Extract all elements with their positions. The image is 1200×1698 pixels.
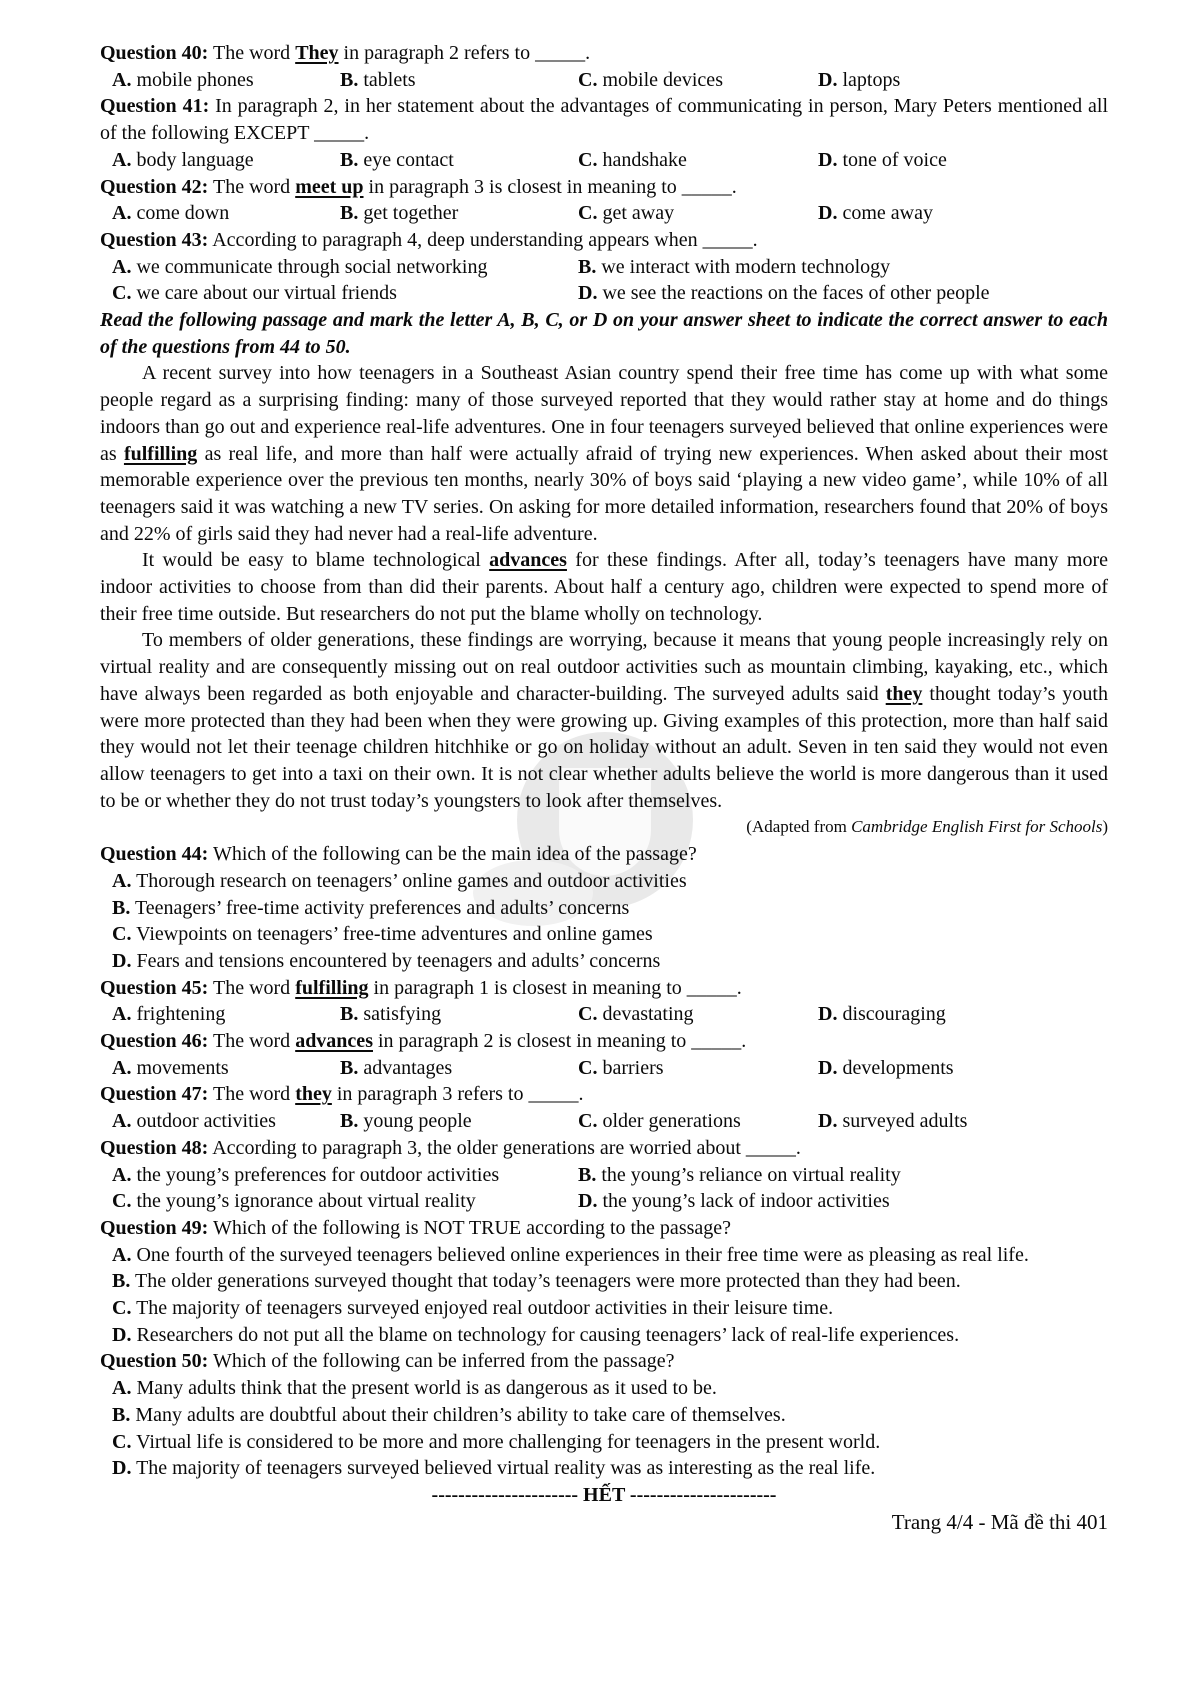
- option-a: A. Many adults think that the present world is as dangerous as it used to be.: [112, 1377, 717, 1400]
- option-letter: C.: [578, 68, 598, 91]
- option-letter: A.: [112, 1110, 132, 1133]
- option-d: D. surveyed adults: [818, 1110, 968, 1133]
- option-b: B. Teenagers’ free-time activity preferences and adults’ concerns: [112, 896, 630, 919]
- question-50-stem: [100, 1348, 1108, 1375]
- end-marker: ---------------------- HẾT ----------------------: [431, 1483, 777, 1506]
- option-a: A. movements: [112, 1056, 229, 1079]
- question-number-label: Question 41:: [100, 95, 210, 118]
- option-b: B. advantages: [340, 1056, 453, 1079]
- question-47-stem: [100, 1081, 1108, 1108]
- option-letter: C.: [112, 282, 132, 305]
- option-letter: D.: [112, 1457, 132, 1480]
- answer-options: [100, 254, 1108, 307]
- option-letter: B.: [340, 1056, 359, 1079]
- question-number-label: Question 44:: [100, 843, 209, 866]
- option-b: B. young people: [340, 1110, 472, 1133]
- option-c: C. mobile devices: [578, 68, 723, 91]
- question-number-label: Question 49:: [100, 1216, 209, 1239]
- option-letter: C.: [578, 148, 598, 171]
- question-44-stem: [100, 841, 1108, 868]
- question-number-label: Question 50:: [100, 1350, 209, 1373]
- text-segment: ): [1102, 817, 1108, 837]
- question-41-stem: [100, 93, 1108, 146]
- option-c: C. older generations: [578, 1110, 741, 1133]
- text-segment: The word: [208, 1030, 296, 1053]
- option-letter: B.: [340, 1003, 359, 1026]
- option-c: C. The majority of teenagers surveyed enjoyed real outdoor activities in their leisure time.: [112, 1297, 834, 1320]
- answer-options: [100, 67, 1108, 94]
- option-a: A. body language: [112, 148, 254, 171]
- option-letter: B.: [340, 68, 359, 91]
- text-segment: Which of the following can be inferred from the passage?: [208, 1350, 675, 1373]
- page-footer: Trang 4/4 - Mã đề thi 401: [891, 1509, 1108, 1534]
- option-letter: B.: [112, 896, 131, 919]
- text-segment: To members of older generations, these findings are worrying, because it means that young people increasingly rely on virtual reality and are consequently missing out on real outdoor activities such as mountain climbing, kayaking, etc., which have always been regarded as both enjoyable and character-building. The surveyed adults said: [100, 629, 1108, 705]
- question-number-label: Question 42:: [100, 175, 209, 198]
- answer-options: [100, 1108, 1108, 1135]
- option-letter: A.: [112, 1056, 132, 1079]
- answer-options: [100, 1162, 1108, 1215]
- passage-paragraph: [100, 360, 1108, 547]
- option-letter: D.: [112, 949, 132, 972]
- option-letter: B.: [340, 202, 359, 225]
- text-segment: in paragraph 3 is closest in meaning to _____.: [363, 175, 737, 198]
- option-letter: D.: [578, 1190, 598, 1213]
- option-b: B. Many adults are doubtful about their children’s ability to take care of themselves.: [112, 1403, 786, 1426]
- question-43-stem: [100, 227, 1108, 254]
- option-d: D. discouraging: [818, 1003, 946, 1026]
- text-segment: Which of the following is NOT TRUE according to the passage?: [208, 1216, 732, 1239]
- answer-options: [100, 200, 1108, 227]
- answer-options: [100, 1375, 1108, 1482]
- option-letter: A.: [112, 869, 132, 892]
- option-d: D. we see the reactions on the faces of other people: [578, 282, 990, 305]
- option-letter: B.: [112, 1270, 131, 1293]
- option-letter: C.: [578, 1110, 598, 1133]
- option-letter: C.: [112, 923, 132, 946]
- key-term: They: [295, 42, 339, 64]
- text-segment: as real life, and more than half were actually afraid of trying new experiences. When asked about their most memorable experience over the previous ten months, nearly 30% of boys said ‘playing a new video game’, while 10% of all teenagers said it was watching a new TV series. On asking for more detailed information, researchers found that 20% of boys and 22% of girls said they had never had a real-life adventure.: [100, 442, 1108, 545]
- text-segment: for these findings. After all, today’s teenagers have many more indoor activities to choose from than did their parents. About half a century ago, children were expected to spend more of their free time outside. But researchers do not put the blame wholly on technology.: [100, 549, 1108, 625]
- key-term: advances: [489, 549, 567, 572]
- option-letter: D.: [818, 1003, 838, 1026]
- question-number-label: Question 40:: [100, 42, 209, 64]
- option-letter: D.: [818, 1056, 838, 1079]
- question-49-stem: [100, 1215, 1108, 1242]
- text-segment: The word: [208, 175, 296, 198]
- option-d: D. the young’s lack of indoor activities: [578, 1190, 890, 1213]
- answer-options: [100, 147, 1108, 174]
- option-letter: C.: [112, 1430, 132, 1453]
- option-d: D. laptops: [818, 68, 901, 91]
- answer-options: [100, 1242, 1108, 1349]
- text-segment: in paragraph 2 refers to _____.: [338, 42, 591, 64]
- passage-paragraph: [100, 547, 1108, 627]
- text-segment: in paragraph 1 is closest in meaning to _____.: [368, 976, 742, 999]
- option-letter: A.: [112, 68, 132, 91]
- text-segment: The word: [208, 1083, 296, 1106]
- question-42-stem: [100, 174, 1108, 201]
- option-letter: B.: [340, 148, 359, 171]
- option-d: D. Fears and tensions encountered by teenagers and adults’ concerns: [112, 949, 661, 972]
- question-46-stem: [100, 1028, 1108, 1055]
- option-letter: A.: [112, 1377, 132, 1400]
- option-c: C. devastating: [578, 1003, 694, 1026]
- text-segment: According to paragraph 4, deep understanding appears when _____.: [208, 228, 758, 251]
- option-letter: B.: [340, 1110, 359, 1133]
- option-letter: C.: [578, 202, 598, 225]
- option-a: A. frightening: [112, 1003, 226, 1026]
- option-letter: A.: [112, 1163, 132, 1186]
- key-term: they: [885, 682, 923, 705]
- option-letter: B.: [112, 1403, 131, 1426]
- option-letter: A.: [112, 255, 132, 278]
- text-segment: in paragraph 3 refers to _____.: [331, 1083, 584, 1106]
- option-d: D. The majority of teenagers surveyed believed virtual reality was as interesting as the real life.: [112, 1457, 876, 1480]
- option-letter: D.: [818, 1110, 838, 1133]
- option-a: A. Thorough research on teenagers’ online games and outdoor activities: [112, 869, 687, 892]
- source-attribution: [100, 814, 1108, 841]
- option-letter: B.: [578, 1163, 597, 1186]
- option-letter: C.: [112, 1297, 132, 1320]
- text-segment: in paragraph 2 is closest in meaning to _____.: [372, 1030, 747, 1053]
- text-segment: The word: [208, 42, 296, 64]
- text-segment: Cambridge English First for Schools: [851, 817, 1103, 837]
- option-c: C. handshake: [578, 148, 687, 171]
- key-term: meet up: [295, 175, 364, 198]
- option-letter: A.: [112, 202, 132, 225]
- text-segment: Which of the following can be the main idea of the passage?: [208, 843, 697, 866]
- key-term: fulfilling: [295, 976, 369, 999]
- option-letter: D.: [578, 282, 598, 305]
- key-term: fulfilling: [123, 442, 198, 465]
- answer-options: [100, 1055, 1108, 1082]
- option-b: B. the young’s reliance on virtual reality: [578, 1163, 901, 1186]
- text-segment: It would be easy to blame technological: [142, 549, 490, 572]
- text-segment: The word: [208, 976, 296, 999]
- option-a: A. come down: [112, 202, 230, 225]
- option-a: A. One fourth of the surveyed teenagers believed online experiences in their free time were as pleasing as real life.: [112, 1243, 1029, 1266]
- option-d: D. Researchers do not put all the blame on technology for causing teenagers’ lack of real-life experiences.: [112, 1323, 960, 1346]
- option-a: A. we communicate through social networking: [112, 255, 488, 278]
- option-d: D. developments: [818, 1056, 954, 1079]
- option-a: A. the young’s preferences for outdoor activities: [112, 1163, 500, 1186]
- option-letter: A.: [112, 1003, 132, 1026]
- question-number-label: Question 48:: [100, 1136, 209, 1159]
- section-instruction: [100, 307, 1108, 360]
- option-letter: C.: [578, 1003, 598, 1026]
- option-letter: A.: [112, 1243, 132, 1266]
- option-c: C. get away: [578, 202, 675, 225]
- key-term: they: [295, 1083, 332, 1106]
- option-d: D. come away: [818, 202, 933, 225]
- text-segment: (Adapted from: [746, 817, 852, 837]
- option-letter: D.: [818, 202, 838, 225]
- answer-options: [100, 868, 1108, 975]
- document-content: [100, 40, 1108, 1535]
- option-letter: D.: [818, 148, 838, 171]
- passage-paragraph: [100, 627, 1108, 814]
- text-segment: According to paragraph 3, the older generations are worried about _____.: [208, 1136, 801, 1159]
- text-segment: In paragraph 2, in her statement about the advantages of communicating in person, Mary Peters mentioned all of the following EXCEPT _____.: [100, 95, 1108, 145]
- option-b: B. satisfying: [340, 1003, 442, 1026]
- option-letter: B.: [578, 255, 597, 278]
- option-b: B. The older generations surveyed thought that today’s teenagers were more protected than they had been.: [112, 1270, 961, 1293]
- question-blocks: [100, 40, 1108, 1482]
- question-number-label: Question 43:: [100, 228, 209, 251]
- question-number-label: Question 45:: [100, 976, 209, 999]
- key-term: advances: [295, 1030, 373, 1053]
- answer-options: [100, 1001, 1108, 1028]
- option-a: A. outdoor activities: [112, 1110, 276, 1133]
- option-c: C. we care about our virtual friends: [112, 282, 397, 305]
- option-letter: C.: [112, 1190, 132, 1213]
- option-b: B. eye contact: [340, 148, 454, 171]
- option-a: A. mobile phones: [112, 68, 254, 91]
- option-c: C. the young’s ignorance about virtual reality: [112, 1190, 476, 1213]
- option-d: D. tone of voice: [818, 148, 947, 171]
- text-segment: thought today’s youth were more protected than they had been when they were growing up. Giving examples of this protection, more than half said they would not let their teenage children hitchhike or go on holiday without an adult. Seven in ten said they would not even allow teenagers to get into a taxi on their own. It is not clear whether adults believe the world is more dangerous than it used to be or whether they do not trust today’s youngsters to look after themselves.: [100, 682, 1108, 812]
- text-segment: A recent survey into how teenagers in a Southeast Asian country spend their free time has come up with what some people regard as a surprising finding: many of those surveyed reported that they would rather stay at home and do things indoors than go out and experience real-life adventures. One in four teenagers surveyed believed that online experiences were as: [100, 362, 1108, 465]
- question-40-stem: [100, 40, 1108, 67]
- question-number-label: Question 47:: [100, 1083, 209, 1106]
- question-number-label: Question 46:: [100, 1030, 209, 1053]
- option-letter: A.: [112, 148, 132, 171]
- option-c: C. Viewpoints on teenagers’ free-time adventures and online games: [112, 923, 653, 946]
- option-c: C. barriers: [578, 1056, 664, 1079]
- option-b: B. we interact with modern technology: [578, 255, 891, 278]
- question-48-stem: [100, 1135, 1108, 1162]
- question-45-stem: [100, 975, 1108, 1002]
- option-c: C. Virtual life is considered to be more and more challenging for teenagers in the present world.: [112, 1430, 881, 1453]
- option-letter: C.: [578, 1056, 598, 1079]
- text-segment: Read the following passage and mark the letter A, B, C, or D on your answer sheet to indicate the correct answer to each of the questions from 44 to 50.: [100, 309, 1108, 358]
- option-letter: D.: [818, 68, 838, 91]
- option-b: B. tablets: [340, 68, 416, 91]
- option-b: B. get together: [340, 202, 459, 225]
- option-letter: D.: [112, 1323, 132, 1346]
